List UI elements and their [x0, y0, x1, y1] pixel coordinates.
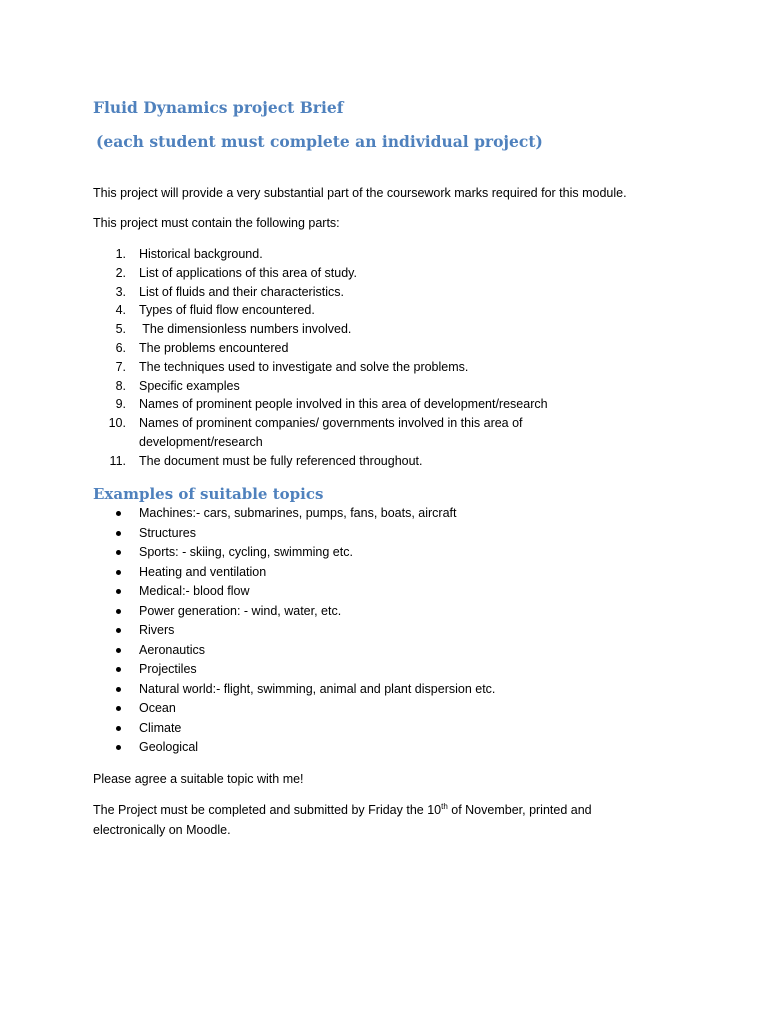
list-item-text: Heating and ventilation	[139, 564, 267, 579]
list-item-text: Power generation: - wind, water, etc.	[139, 603, 342, 618]
list-number: 1.	[115, 247, 126, 261]
list-item-text: The dimensionless numbers involved.	[139, 322, 352, 337]
list-item	[93, 395, 548, 414]
list-number: 4.	[115, 303, 126, 318]
parts-intro-paragraph: This project must contain the following parts:	[93, 216, 340, 230]
list-item-text: Names of prominent companies/ governments involved in this area of	[139, 416, 523, 431]
list-item-text: Projectiles	[139, 662, 197, 676]
list-item	[93, 452, 548, 471]
list-item-text: The document must be fully referenced throughout.	[139, 453, 423, 468]
topics-heading: Examples of suitable topics	[93, 485, 324, 503]
list-number: 9.	[115, 397, 126, 412]
list-item	[93, 543, 495, 563]
list-item-text: Natural world:- flight, swimming, animal and plant dispersion etc.	[139, 681, 496, 696]
bullet-icon	[116, 726, 121, 731]
list-item	[93, 699, 495, 719]
list-item	[93, 377, 548, 396]
bullet-icon	[116, 589, 121, 594]
list-item	[93, 245, 548, 264]
list-number: 11.	[109, 453, 126, 468]
bullet-icon	[116, 745, 121, 750]
list-item	[93, 738, 495, 758]
bullet-icon	[116, 609, 121, 614]
bullet-icon	[116, 531, 121, 536]
list-item-text: development/research	[139, 434, 263, 449]
list-number: 6.	[115, 340, 126, 355]
list-item	[93, 582, 495, 602]
bullet-icon	[116, 667, 121, 672]
list-item	[93, 358, 548, 377]
list-number: 2.	[115, 265, 126, 280]
list-item	[93, 301, 548, 320]
list-item-text: Aeronautics	[139, 642, 206, 657]
bullet-icon	[116, 570, 121, 575]
list-item-text: Ocean	[139, 701, 176, 715]
list-item	[93, 414, 548, 433]
required-parts-list	[93, 245, 548, 471]
document-title: Fluid Dynamics project Brief	[93, 98, 344, 117]
list-number: 3.	[115, 284, 126, 299]
list-item	[93, 320, 548, 339]
list-item-text: List of applications of this area of study.	[139, 265, 357, 280]
list-item	[93, 602, 495, 622]
list-item	[93, 680, 495, 700]
bullet-icon	[116, 687, 121, 692]
list-item-text: Medical:- blood flow	[139, 584, 250, 598]
list-item-continuation	[93, 433, 548, 452]
list-item-text: Names of prominent people involved in this area of development/research	[139, 397, 548, 412]
list-item-text: Structures	[139, 525, 196, 540]
deadline-paragraph	[93, 800, 592, 840]
list-item	[93, 504, 495, 524]
bullet-icon	[116, 511, 121, 516]
list-item	[93, 339, 548, 358]
topics-list	[93, 504, 495, 758]
deadline-text-start: The Project must be completed and submitted by Friday the 10	[93, 803, 442, 817]
intro-paragraph: This project will provide a very substantial part of the coursework marks required for this module.	[93, 186, 627, 200]
list-item	[93, 283, 548, 302]
list-item-text: List of fluids and their characteristics.	[139, 284, 344, 299]
list-number: 10.	[108, 416, 126, 431]
list-item-text: Geological	[139, 740, 199, 754]
list-item	[93, 660, 495, 680]
list-item-text: The problems encountered	[139, 340, 289, 355]
document-subtitle: (each student must complete an individual project)	[96, 132, 543, 151]
list-item	[93, 641, 495, 661]
ordinal-superscript: th	[441, 801, 448, 811]
list-item-text: Rivers	[139, 623, 175, 637]
list-item-text: Sports: - skiing, cycling, swimming etc.	[139, 545, 353, 559]
list-item	[93, 563, 495, 583]
list-number: 5.	[115, 322, 126, 337]
list-item-text: The techniques used to investigate and solve the problems.	[139, 359, 469, 374]
deadline-text-end: of November, printed and	[447, 803, 592, 817]
bullet-icon	[116, 706, 121, 711]
deadline-text-line2: electronically on Moodle.	[93, 823, 231, 837]
list-item	[93, 621, 495, 641]
list-item-text: Types of fluid flow encountered.	[139, 303, 315, 318]
list-item-text: Specific examples	[139, 378, 240, 393]
bullet-icon	[116, 628, 121, 633]
list-item-text: Machines:- cars, submarines, pumps, fans, boats, aircraft	[139, 506, 457, 520]
list-item-text: Climate	[139, 720, 182, 735]
list-item	[93, 524, 495, 544]
list-item	[93, 719, 495, 739]
list-item	[93, 264, 548, 283]
bullet-icon	[116, 648, 121, 653]
list-number: 7.	[115, 359, 126, 374]
agree-paragraph: Please agree a suitable topic with me!	[93, 772, 304, 786]
bullet-icon	[116, 550, 121, 555]
list-item-text: Historical background.	[139, 247, 263, 261]
list-number: 8.	[115, 378, 126, 393]
